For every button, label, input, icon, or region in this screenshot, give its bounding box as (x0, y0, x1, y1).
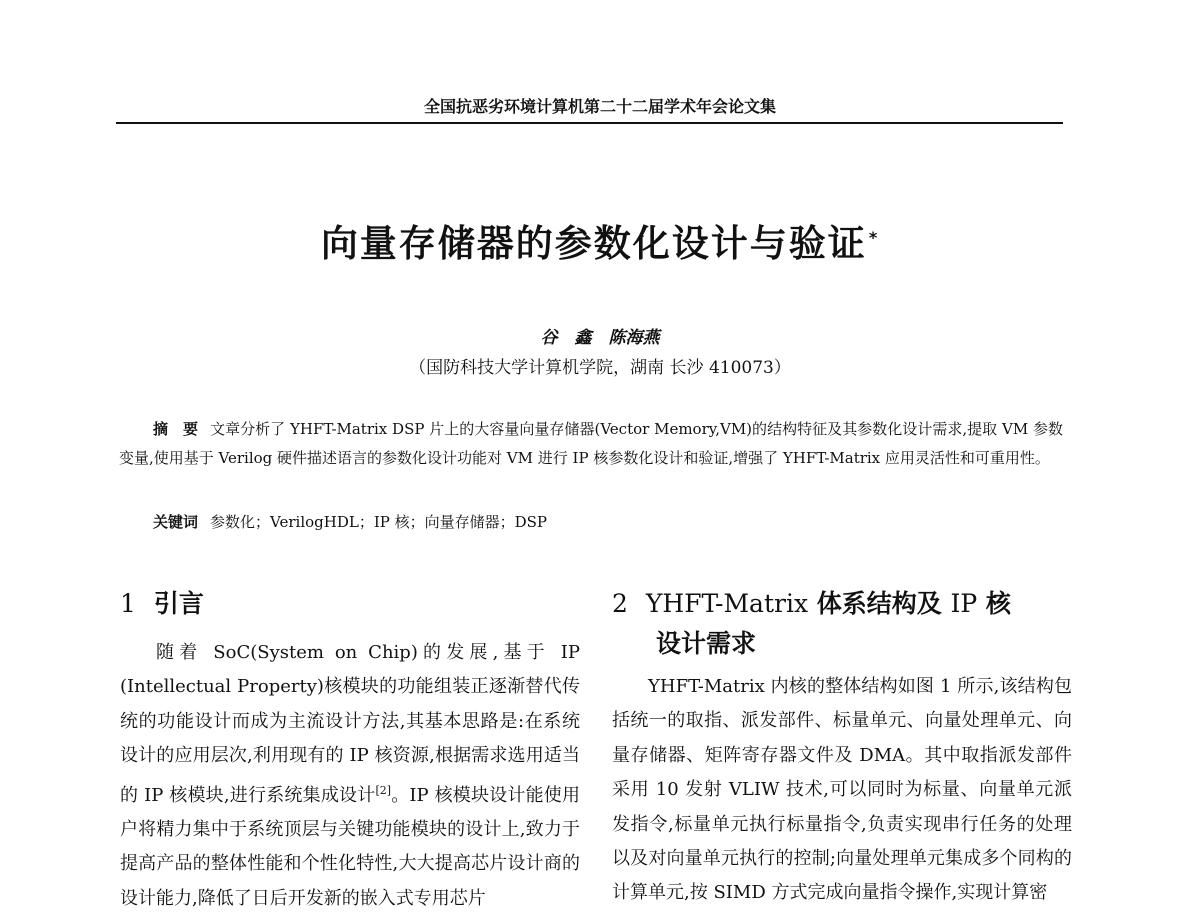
section-1-paragraph (120, 636, 580, 916)
section-2-paragraph: YHFT-Matrix 内核的整体结构如图 1 所示,该结构包括统一的取指、派发部件、标量单元、向量处理单元、向量存储器、矩阵寄存器文件及 DMA。其中取指派发部件采用 10 发射 VLIW 技术,可以同时为标量、向量单元派发指令,标量单元执行标量指令,负责实现串行任务的处理以及对向量单元执行的控制;向量处理单元集成多个同构的计算单元,按 SIMD 方式完成向量指令操作,实现计算密 (612, 676, 1072, 904)
right-column (612, 584, 1072, 911)
keywords-text: 参数化；VerilogHDL；IP 核；向量存储器；DSP (210, 513, 547, 531)
section-2-title-cn-1: 体系结构及 (808, 589, 951, 618)
section-1-title: 引言 (153, 589, 204, 618)
keywords (153, 508, 1053, 537)
section-2-title-latin-2: IP (950, 589, 978, 618)
section-2-title-latin-1: YHFT-Matrix (645, 589, 809, 618)
section-1-text-b: 。IP 核模块设计能使用户将精力集中于系统顶层与关键功能模块的设计上,致力于提高产品的整体性能和个性化特性,大大提高芯片设计商的设计能力,降低了日后开发新的嵌入式专用芯片 (120, 784, 580, 909)
section-2-title-line-2: 设计需求 (656, 629, 757, 658)
paper-title-text: 向量存储器的参数化设计与验证 (320, 222, 867, 265)
section-1-heading (120, 584, 580, 624)
abstract-text: 文章分析了 YHFT-Matrix DSP 片上的大容量向量存储器(Vector Memory,VM)的结构特征及其参数化设计需求,提取 VM 参数变量,使用基于 Verilog 硬件描述语言的参数化设计功能对 VM 进行 IP 核参数化设计和验证,增强了 YHFT-Matrix 应用灵活性和可重用性。 (119, 420, 1063, 467)
paper-title (0, 213, 1200, 267)
section-2-heading (612, 584, 1072, 664)
affiliation: （国防科技大学计算机学院，湖南 长沙 410073） (409, 358, 791, 378)
title-footnote-mark: * (868, 227, 880, 247)
section-1-text-a: 随着 SoC(System on Chip)的发展,基于 IP (Intellectual Property)核模块的功能组装正逐渐替代传统的功能设计而成为主流设计方法,其基本思路是:在系统设计的应用层次,利用现有的 IP 核资源,根据需求选用适当的 IP 核模块,进行系统集成设计 (120, 642, 580, 806)
header-rule (116, 122, 1063, 124)
left-column (120, 584, 580, 916)
citation-ref: [2] (375, 783, 392, 797)
authors: 谷 鑫 陈海燕 (540, 328, 660, 348)
abstract (119, 415, 1063, 473)
keywords-label: 关键词 (153, 513, 199, 531)
section-2-title-cn-2: 核 (977, 589, 1011, 618)
section-1-number: 1 (120, 589, 136, 618)
section-2-number: 2 (612, 589, 628, 618)
abstract-label: 摘 要 (153, 420, 199, 438)
running-head: 全国抗恶劣环境计算机第二十二届学术年会论文集 (423, 97, 776, 116)
